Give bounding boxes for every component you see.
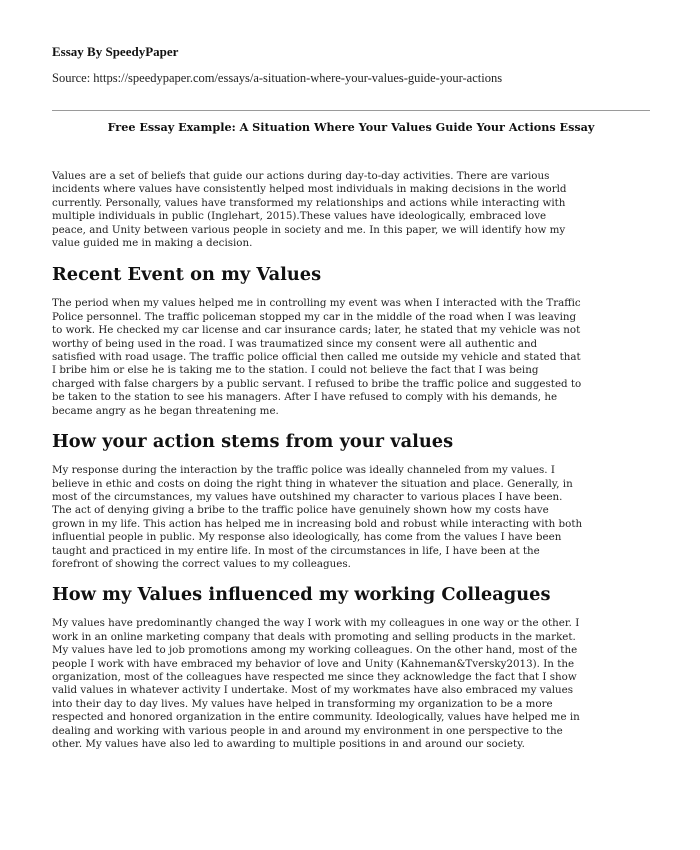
text-line: incidents where values have consistently helped most individuals in making decisions in the world xyxy=(52,183,567,196)
text-line: into their day to day lives. My values have helped in transforming my organization to be a more xyxy=(52,697,553,710)
text-line: worthy of being used in the road. I was traumatized since my consent were all authentic and xyxy=(52,337,538,350)
text-line: charged with false chargers by a public servant. I refused to bribe the traffic police and suggested to xyxy=(52,377,582,390)
text-line: multiple individuals in public (Inglehart, 2015).These values have ideologically, embraced love xyxy=(52,210,547,223)
text-line: peace, and Unity between various people in society and me. In this paper, we will identify how my xyxy=(52,223,566,236)
text-line: to work. He checked my car license and car insurance cards; later, he stated that my vehicle was not xyxy=(52,324,581,337)
section-paragraph-recent-event xyxy=(52,297,654,418)
text-line: valid values in whatever activity I undertake. Most of my workmates have also embraced my values xyxy=(52,684,574,697)
section-paragraph-action-stems xyxy=(52,464,654,571)
text-line: be taken to the station to see his managers. After I have refused to comply with his demands, he xyxy=(52,391,558,404)
text-line: The act of denying giving a bribe to the traffic police have genuinely shown how my costs have xyxy=(52,504,549,517)
text-line: became angry as he began threatening me. xyxy=(52,404,279,417)
text-line: influential people in public. My response also ideologically, has come from the values I have been xyxy=(52,531,562,544)
text-line: I bribe him or else he is taking me to the station. I could not believe the fact that I was being xyxy=(52,364,539,377)
text-line: Values are a set of beliefs that guide our actions during day-to-day activities. There are various xyxy=(52,170,550,182)
text-line: work in an online marketing company that deals with promoting and selling products in the market. xyxy=(52,630,576,643)
text-line: respected and honored organization in the entire community. Ideologically, values have helped me in xyxy=(52,711,580,724)
brand-title: Essay By SpeedyPaper xyxy=(52,44,179,59)
text-line: currently. Personally, values have transformed my relationships and actions while interacting with xyxy=(52,196,566,209)
text-line: most of the circumstances, my values have outshined my character to various places I have been. xyxy=(52,490,563,503)
text-line: The period when my values helped me in controlling my event was when I interacted with the Traffic xyxy=(52,297,581,310)
text-line: people I work with have embraced my behavior of love and Unity (Kahneman&Tversky2013). In the xyxy=(52,657,575,670)
text-line: other. My values have also led to awarding to multiple positions in and around our society. xyxy=(52,738,525,750)
text-line: My values have led to job promotions among my working colleagues. On the other hand, most of the xyxy=(52,644,578,657)
document-title: Free Essay Example: A Situation Where Your Values Guide Your Actions Essay xyxy=(107,120,595,134)
text-line: taught and practiced in my entire life. In most of the circumstances in life, I have been at the xyxy=(52,544,540,557)
header-divider xyxy=(52,110,650,111)
section-heading-recent-event: Recent Event on my Values xyxy=(52,264,322,286)
section-paragraph-colleagues xyxy=(52,617,654,751)
text-line: value guided me in making a decision. xyxy=(52,237,253,250)
text-line: satisfied with road usage. The traffic police official then called me outside my vehicle and stated that xyxy=(52,351,581,364)
text-line: organization, most of the colleagues have respected me since they acknowledge the fact that I show xyxy=(52,670,577,683)
source-url[interactable]: Source: https://speedypaper.com/essays/a-situation-where-your-values-guide-your-actions xyxy=(52,71,503,85)
section-heading-action-stems: How your action stems from your values xyxy=(52,431,454,453)
document-body xyxy=(52,170,654,751)
text-line: grown in my life. This action has helped me in increasing bold and robust while interacting with both xyxy=(52,517,583,530)
text-line: My response during the interaction by the traffic police was ideally channeled from my values. I xyxy=(52,464,555,477)
intro-paragraph xyxy=(52,170,654,250)
text-line: Police personnel. The traffic policeman stopped my car in the middle of the road when I was leaving xyxy=(52,310,577,323)
section-heading-colleagues: How my Values influenced my working Colleagues xyxy=(52,584,551,606)
text-line: forefront of showing the correct values to my colleagues. xyxy=(52,557,351,570)
text-line: believe in ethic and costs on doing the right thing in whatever the situation and place. Generally, in xyxy=(52,477,573,490)
text-line: dealing and working with various people in and around my environment in one perspective to the xyxy=(52,724,563,737)
text-line: My values have predominantly changed the way I work with my colleagues in one way or the other. I xyxy=(52,617,580,630)
